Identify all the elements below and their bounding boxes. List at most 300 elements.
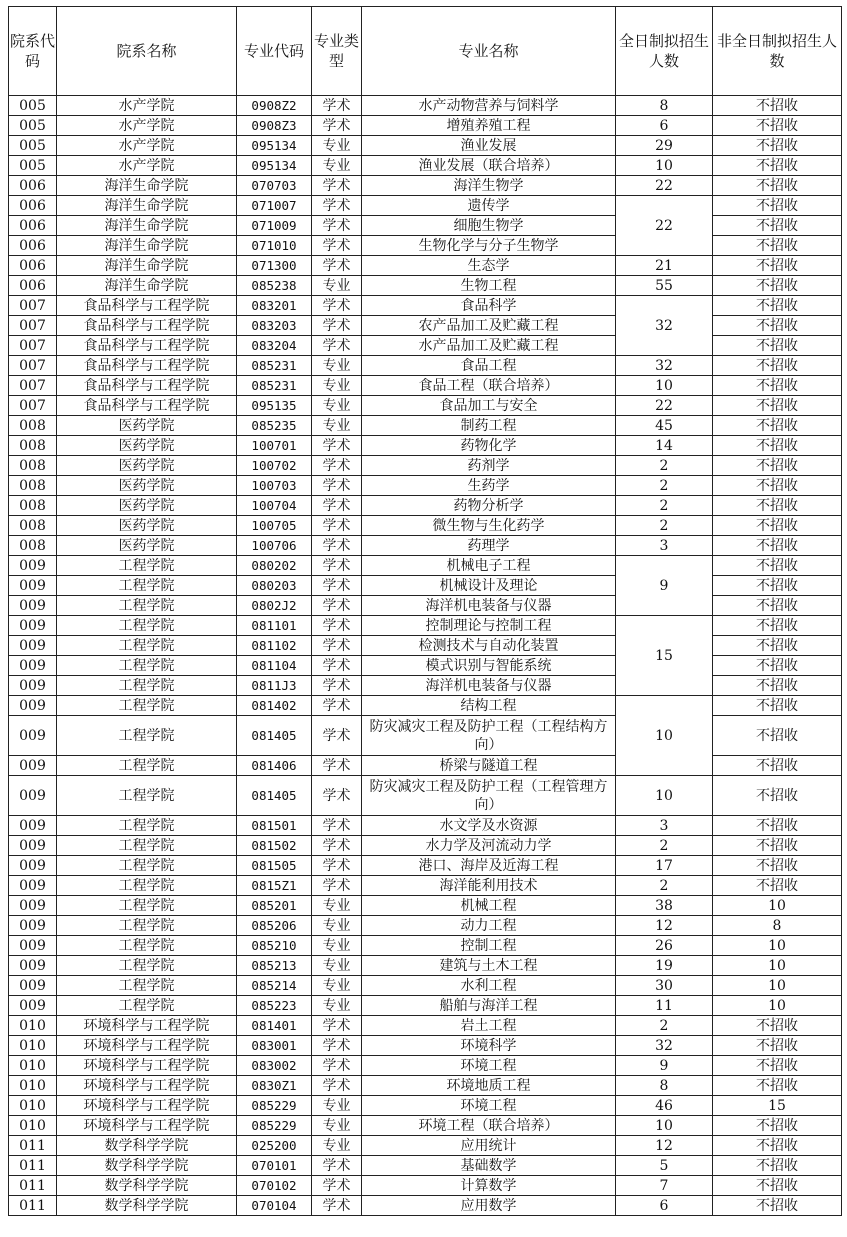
table-row xyxy=(9,756,842,776)
major-type-cell: 专业 xyxy=(312,136,362,156)
fulltime-quota-cell: 8 xyxy=(616,1076,713,1096)
table-row xyxy=(9,376,842,396)
table-row xyxy=(9,836,842,856)
major-name-cell: 港口、海岸及近海工程 xyxy=(362,856,616,876)
parttime-quota-cell: 不招收 xyxy=(713,536,842,556)
major-type-cell: 学术 xyxy=(312,636,362,656)
table-row xyxy=(9,96,842,116)
parttime-quota-cell: 不招收 xyxy=(713,116,842,136)
parttime-quota-cell: 不招收 xyxy=(713,1176,842,1196)
dept-name-cell: 海洋生命学院 xyxy=(57,176,237,196)
dept-name-cell: 水产学院 xyxy=(57,136,237,156)
major-code-cell: 100705 xyxy=(237,516,312,536)
dept-code-cell: 006 xyxy=(9,276,57,296)
parttime-quota-cell: 不招收 xyxy=(713,856,842,876)
dept-name-cell: 工程学院 xyxy=(57,816,237,836)
fulltime-quota-cell: 11 xyxy=(616,996,713,1016)
dept-name-cell: 数学科学学院 xyxy=(57,1176,237,1196)
table-row xyxy=(9,496,842,516)
parttime-quota-cell: 不招收 xyxy=(713,396,842,416)
major-code-cell: 0811J3 xyxy=(237,676,312,696)
dept-code-cell: 010 xyxy=(9,1116,57,1136)
dept-name-cell: 海洋生命学院 xyxy=(57,256,237,276)
major-type-cell: 学术 xyxy=(312,716,362,756)
dept-code-cell: 005 xyxy=(9,116,57,136)
dept-code-cell: 009 xyxy=(9,836,57,856)
dept-code-cell: 006 xyxy=(9,256,57,276)
table-row xyxy=(9,956,842,976)
dept-name-cell: 工程学院 xyxy=(57,856,237,876)
fulltime-quota-cell: 12 xyxy=(616,916,713,936)
table-row xyxy=(9,976,842,996)
dept-code-cell: 011 xyxy=(9,1156,57,1176)
parttime-quota-cell: 不招收 xyxy=(713,656,842,676)
dept-code-cell: 009 xyxy=(9,936,57,956)
dept-name-cell: 工程学院 xyxy=(57,956,237,976)
major-name-cell: 细胞生物学 xyxy=(362,216,616,236)
major-type-cell: 学术 xyxy=(312,176,362,196)
major-code-cell: 100704 xyxy=(237,496,312,516)
dept-name-cell: 工程学院 xyxy=(57,836,237,856)
major-name-cell: 船舶与海洋工程 xyxy=(362,996,616,1016)
major-code-cell: 083204 xyxy=(237,336,312,356)
parttime-quota-cell: 不招收 xyxy=(713,876,842,896)
major-name-cell: 水产动物营养与饲料学 xyxy=(362,96,616,116)
major-name-cell: 生物化学与分子生物学 xyxy=(362,236,616,256)
dept-name-cell: 食品科学与工程学院 xyxy=(57,356,237,376)
table-row xyxy=(9,556,842,576)
dept-code-cell: 009 xyxy=(9,616,57,636)
dept-code-cell: 006 xyxy=(9,176,57,196)
major-type-cell: 专业 xyxy=(312,976,362,996)
major-type-cell: 专业 xyxy=(312,376,362,396)
major-code-cell: 0908Z2 xyxy=(237,96,312,116)
major-code-cell: 095134 xyxy=(237,136,312,156)
dept-name-cell: 工程学院 xyxy=(57,596,237,616)
parttime-quota-cell: 不招收 xyxy=(713,1116,842,1136)
dept-name-cell: 工程学院 xyxy=(57,616,237,636)
table-row xyxy=(9,876,842,896)
table-row xyxy=(9,256,842,276)
major-type-cell: 专业 xyxy=(312,356,362,376)
table-row xyxy=(9,436,842,456)
fulltime-quota-cell: 32 xyxy=(616,356,713,376)
dept-code-cell: 010 xyxy=(9,1016,57,1036)
dept-name-cell: 工程学院 xyxy=(57,696,237,716)
table-row xyxy=(9,896,842,916)
table-row xyxy=(9,1076,842,1096)
major-name-cell: 食品加工与安全 xyxy=(362,396,616,416)
major-code-cell: 085214 xyxy=(237,976,312,996)
major-code-cell: 085238 xyxy=(237,276,312,296)
dept-code-cell: 007 xyxy=(9,316,57,336)
parttime-quota-cell: 不招收 xyxy=(713,1036,842,1056)
dept-code-cell: 009 xyxy=(9,956,57,976)
table-row xyxy=(9,116,842,136)
dept-code-cell: 009 xyxy=(9,876,57,896)
table-row xyxy=(9,416,842,436)
parttime-quota-cell: 不招收 xyxy=(713,716,842,756)
major-type-cell: 学术 xyxy=(312,296,362,316)
major-name-cell: 渔业发展（联合培养） xyxy=(362,156,616,176)
parttime-quota-cell: 不招收 xyxy=(713,696,842,716)
fulltime-quota-cell: 7 xyxy=(616,1176,713,1196)
major-name-cell: 防灾减灾工程及防护工程（工程管理方向） xyxy=(362,776,616,816)
dept-name-cell: 环境科学与工程学院 xyxy=(57,1076,237,1096)
dept-code-cell: 009 xyxy=(9,636,57,656)
parttime-quota-cell: 不招收 xyxy=(713,416,842,436)
major-code-cell: 095135 xyxy=(237,396,312,416)
major-type-cell: 学术 xyxy=(312,1056,362,1076)
fulltime-quota-cell: 2 xyxy=(616,476,713,496)
major-code-cell: 081401 xyxy=(237,1016,312,1036)
parttime-quota-cell: 不招收 xyxy=(713,196,842,216)
major-name-cell: 基础数学 xyxy=(362,1156,616,1176)
dept-name-cell: 环境科学与工程学院 xyxy=(57,1056,237,1076)
parttime-quota-cell: 不招收 xyxy=(713,496,842,516)
major-code-cell: 070703 xyxy=(237,176,312,196)
fulltime-quota-cell: 10 xyxy=(616,696,713,776)
dept-name-cell: 环境科学与工程学院 xyxy=(57,1096,237,1116)
parttime-quota-cell: 10 xyxy=(713,896,842,916)
dept-code-cell: 007 xyxy=(9,336,57,356)
parttime-quota-cell: 不招收 xyxy=(713,316,842,336)
fulltime-quota-cell: 26 xyxy=(616,936,713,956)
major-type-cell: 专业 xyxy=(312,1136,362,1156)
enrollment-table xyxy=(8,6,842,1216)
dept-code-cell: 007 xyxy=(9,376,57,396)
major-type-cell: 学术 xyxy=(312,756,362,776)
table-row xyxy=(9,696,842,716)
table-row xyxy=(9,236,842,256)
table-row xyxy=(9,296,842,316)
table-row xyxy=(9,276,842,296)
dept-name-cell: 工程学院 xyxy=(57,576,237,596)
parttime-quota-cell: 不招收 xyxy=(713,836,842,856)
dept-code-cell: 009 xyxy=(9,576,57,596)
dept-code-cell: 011 xyxy=(9,1176,57,1196)
fulltime-quota-cell: 2 xyxy=(616,876,713,896)
parttime-quota-cell: 不招收 xyxy=(713,1076,842,1096)
fulltime-quota-cell: 10 xyxy=(616,376,713,396)
major-name-cell: 海洋生物学 xyxy=(362,176,616,196)
header-fulltime-quota: 全日制拟招生人数 xyxy=(616,7,713,96)
dept-name-cell: 工程学院 xyxy=(57,756,237,776)
major-code-cell: 0802J2 xyxy=(237,596,312,616)
table-row xyxy=(9,596,842,616)
major-code-cell: 071300 xyxy=(237,256,312,276)
parttime-quota-cell: 8 xyxy=(713,916,842,936)
parttime-quota-cell: 不招收 xyxy=(713,476,842,496)
dept-code-cell: 009 xyxy=(9,896,57,916)
major-name-cell: 环境地质工程 xyxy=(362,1076,616,1096)
major-type-cell: 学术 xyxy=(312,676,362,696)
parttime-quota-cell: 不招收 xyxy=(713,1016,842,1036)
parttime-quota-cell: 不招收 xyxy=(713,776,842,816)
fulltime-quota-cell: 32 xyxy=(616,296,713,356)
major-name-cell: 海洋机电装备与仪器 xyxy=(362,596,616,616)
dept-code-cell: 007 xyxy=(9,356,57,376)
table-row xyxy=(9,616,842,636)
major-code-cell: 081505 xyxy=(237,856,312,876)
major-name-cell: 环境工程（联合培养） xyxy=(362,1116,616,1136)
major-code-cell: 083203 xyxy=(237,316,312,336)
fulltime-quota-cell: 22 xyxy=(616,396,713,416)
table-row xyxy=(9,916,842,936)
dept-name-cell: 环境科学与工程学院 xyxy=(57,1036,237,1056)
major-code-cell: 100702 xyxy=(237,456,312,476)
major-type-cell: 学术 xyxy=(312,1076,362,1096)
table-row xyxy=(9,856,842,876)
major-type-cell: 学术 xyxy=(312,316,362,336)
major-name-cell: 药剂学 xyxy=(362,456,616,476)
dept-code-cell: 006 xyxy=(9,196,57,216)
major-name-cell: 控制理论与控制工程 xyxy=(362,616,616,636)
dept-code-cell: 006 xyxy=(9,216,57,236)
major-code-cell: 085210 xyxy=(237,936,312,956)
major-code-cell: 085235 xyxy=(237,416,312,436)
fulltime-quota-cell: 46 xyxy=(616,1096,713,1116)
table-row xyxy=(9,136,842,156)
dept-code-cell: 011 xyxy=(9,1196,57,1216)
major-type-cell: 学术 xyxy=(312,476,362,496)
dept-name-cell: 工程学院 xyxy=(57,636,237,656)
major-name-cell: 环境工程 xyxy=(362,1056,616,1076)
major-name-cell: 食品科学 xyxy=(362,296,616,316)
parttime-quota-cell: 10 xyxy=(713,956,842,976)
dept-code-cell: 007 xyxy=(9,296,57,316)
major-code-cell: 071007 xyxy=(237,196,312,216)
major-name-cell: 环境科学 xyxy=(362,1036,616,1056)
major-type-cell: 学术 xyxy=(312,616,362,636)
parttime-quota-cell: 不招收 xyxy=(713,576,842,596)
major-type-cell: 学术 xyxy=(312,116,362,136)
dept-name-cell: 医药学院 xyxy=(57,476,237,496)
major-name-cell: 生态学 xyxy=(362,256,616,276)
dept-code-cell: 008 xyxy=(9,516,57,536)
dept-name-cell: 海洋生命学院 xyxy=(57,196,237,216)
major-name-cell: 农产品加工及贮藏工程 xyxy=(362,316,616,336)
major-name-cell: 渔业发展 xyxy=(362,136,616,156)
dept-name-cell: 水产学院 xyxy=(57,96,237,116)
dept-name-cell: 食品科学与工程学院 xyxy=(57,296,237,316)
parttime-quota-cell: 不招收 xyxy=(713,136,842,156)
fulltime-quota-cell: 2 xyxy=(616,836,713,856)
major-name-cell: 桥梁与隧道工程 xyxy=(362,756,616,776)
dept-name-cell: 医药学院 xyxy=(57,516,237,536)
table-row xyxy=(9,1036,842,1056)
major-code-cell: 085229 xyxy=(237,1096,312,1116)
major-type-cell: 学术 xyxy=(312,1176,362,1196)
fulltime-quota-cell: 22 xyxy=(616,176,713,196)
dept-name-cell: 工程学院 xyxy=(57,976,237,996)
fulltime-quota-cell: 14 xyxy=(616,436,713,456)
dept-name-cell: 工程学院 xyxy=(57,936,237,956)
major-type-cell: 学术 xyxy=(312,856,362,876)
major-type-cell: 学术 xyxy=(312,196,362,216)
major-code-cell: 070101 xyxy=(237,1156,312,1176)
major-code-cell: 083201 xyxy=(237,296,312,316)
dept-code-cell: 005 xyxy=(9,136,57,156)
parttime-quota-cell: 不招收 xyxy=(713,156,842,176)
major-type-cell: 专业 xyxy=(312,276,362,296)
fulltime-quota-cell: 55 xyxy=(616,276,713,296)
major-code-cell: 095134 xyxy=(237,156,312,176)
major-code-cell: 081405 xyxy=(237,716,312,756)
major-code-cell: 081102 xyxy=(237,636,312,656)
major-type-cell: 专业 xyxy=(312,416,362,436)
parttime-quota-cell: 不招收 xyxy=(713,756,842,776)
dept-name-cell: 医药学院 xyxy=(57,456,237,476)
parttime-quota-cell: 不招收 xyxy=(713,376,842,396)
dept-code-cell: 007 xyxy=(9,396,57,416)
major-name-cell: 计算数学 xyxy=(362,1176,616,1196)
major-name-cell: 水利工程 xyxy=(362,976,616,996)
major-type-cell: 学术 xyxy=(312,336,362,356)
parttime-quota-cell: 不招收 xyxy=(713,596,842,616)
table-row xyxy=(9,196,842,216)
fulltime-quota-cell: 29 xyxy=(616,136,713,156)
parttime-quota-cell: 不招收 xyxy=(713,276,842,296)
table-row xyxy=(9,1116,842,1136)
parttime-quota-cell: 不招收 xyxy=(713,96,842,116)
fulltime-quota-cell: 21 xyxy=(616,256,713,276)
major-name-cell: 防灾减灾工程及防护工程（工程结构方向） xyxy=(362,716,616,756)
major-code-cell: 0815Z1 xyxy=(237,876,312,896)
parttime-quota-cell: 不招收 xyxy=(713,236,842,256)
parttime-quota-cell: 不招收 xyxy=(713,356,842,376)
major-name-cell: 食品工程 xyxy=(362,356,616,376)
major-code-cell: 071009 xyxy=(237,216,312,236)
dept-name-cell: 工程学院 xyxy=(57,656,237,676)
header-parttime-quota: 非全日制拟招生人数 xyxy=(713,7,842,96)
dept-name-cell: 医药学院 xyxy=(57,536,237,556)
major-name-cell: 海洋机电装备与仪器 xyxy=(362,676,616,696)
table-row xyxy=(9,776,842,816)
major-code-cell: 081101 xyxy=(237,616,312,636)
table-row xyxy=(9,476,842,496)
table-row xyxy=(9,716,842,756)
table-row xyxy=(9,1156,842,1176)
major-type-cell: 学术 xyxy=(312,236,362,256)
fulltime-quota-cell: 2 xyxy=(616,516,713,536)
dept-name-cell: 工程学院 xyxy=(57,556,237,576)
parttime-quota-cell: 不招收 xyxy=(713,216,842,236)
major-code-cell: 080202 xyxy=(237,556,312,576)
fulltime-quota-cell: 10 xyxy=(616,156,713,176)
header-major-type: 专业类型 xyxy=(312,7,362,96)
dept-code-cell: 009 xyxy=(9,596,57,616)
dept-name-cell: 食品科学与工程学院 xyxy=(57,316,237,336)
dept-code-cell: 010 xyxy=(9,1096,57,1116)
dept-name-cell: 环境科学与工程学院 xyxy=(57,1116,237,1136)
dept-name-cell: 工程学院 xyxy=(57,716,237,756)
major-name-cell: 水力学及河流动力学 xyxy=(362,836,616,856)
table-row xyxy=(9,156,842,176)
table-row xyxy=(9,1056,842,1076)
fulltime-quota-cell: 9 xyxy=(616,556,713,616)
major-code-cell: 070102 xyxy=(237,1176,312,1196)
dept-name-cell: 水产学院 xyxy=(57,156,237,176)
parttime-quota-cell: 不招收 xyxy=(713,816,842,836)
parttime-quota-cell: 不招收 xyxy=(713,296,842,316)
major-type-cell: 学术 xyxy=(312,816,362,836)
dept-code-cell: 009 xyxy=(9,816,57,836)
parttime-quota-cell: 不招收 xyxy=(713,336,842,356)
fulltime-quota-cell: 5 xyxy=(616,1156,713,1176)
major-code-cell: 085231 xyxy=(237,356,312,376)
table-row xyxy=(9,1136,842,1156)
dept-name-cell: 数学科学学院 xyxy=(57,1156,237,1176)
dept-code-cell: 010 xyxy=(9,1036,57,1056)
dept-code-cell: 009 xyxy=(9,676,57,696)
dept-name-cell: 工程学院 xyxy=(57,876,237,896)
table-row xyxy=(9,356,842,376)
dept-name-cell: 工程学院 xyxy=(57,916,237,936)
major-name-cell: 药理学 xyxy=(362,536,616,556)
fulltime-quota-cell: 15 xyxy=(616,616,713,696)
parttime-quota-cell: 不招收 xyxy=(713,176,842,196)
fulltime-quota-cell: 9 xyxy=(616,1056,713,1076)
dept-code-cell: 005 xyxy=(9,156,57,176)
dept-name-cell: 水产学院 xyxy=(57,116,237,136)
major-name-cell: 微生物与生化药学 xyxy=(362,516,616,536)
major-type-cell: 学术 xyxy=(312,596,362,616)
table-row xyxy=(9,816,842,836)
major-name-cell: 环境工程 xyxy=(362,1096,616,1116)
parttime-quota-cell: 不招收 xyxy=(713,1136,842,1156)
dept-code-cell: 008 xyxy=(9,436,57,456)
table-row xyxy=(9,316,842,336)
parttime-quota-cell: 15 xyxy=(713,1096,842,1116)
major-name-cell: 岩土工程 xyxy=(362,1016,616,1036)
major-type-cell: 学术 xyxy=(312,656,362,676)
table-row xyxy=(9,516,842,536)
dept-name-cell: 数学科学学院 xyxy=(57,1136,237,1156)
major-code-cell: 081402 xyxy=(237,696,312,716)
major-type-cell: 专业 xyxy=(312,1096,362,1116)
major-name-cell: 机械设计及理论 xyxy=(362,576,616,596)
fulltime-quota-cell: 19 xyxy=(616,956,713,976)
dept-code-cell: 009 xyxy=(9,856,57,876)
major-type-cell: 学术 xyxy=(312,696,362,716)
fulltime-quota-cell: 12 xyxy=(616,1136,713,1156)
dept-name-cell: 海洋生命学院 xyxy=(57,276,237,296)
major-code-cell: 083002 xyxy=(237,1056,312,1076)
major-name-cell: 生物工程 xyxy=(362,276,616,296)
dept-code-cell: 009 xyxy=(9,696,57,716)
dept-code-cell: 008 xyxy=(9,536,57,556)
dept-code-cell: 006 xyxy=(9,236,57,256)
major-name-cell: 遗传学 xyxy=(362,196,616,216)
major-code-cell: 081104 xyxy=(237,656,312,676)
major-code-cell: 085223 xyxy=(237,996,312,1016)
table-row xyxy=(9,576,842,596)
major-type-cell: 学术 xyxy=(312,556,362,576)
dept-code-cell: 009 xyxy=(9,656,57,676)
dept-code-cell: 005 xyxy=(9,96,57,116)
major-name-cell: 模式识别与智能系统 xyxy=(362,656,616,676)
major-name-cell: 结构工程 xyxy=(362,696,616,716)
table-header xyxy=(9,7,842,96)
major-name-cell: 药物化学 xyxy=(362,436,616,456)
parttime-quota-cell: 10 xyxy=(713,936,842,956)
parttime-quota-cell: 不招收 xyxy=(713,1056,842,1076)
table-row xyxy=(9,1096,842,1116)
table-row xyxy=(9,1176,842,1196)
major-type-cell: 学术 xyxy=(312,1156,362,1176)
dept-name-cell: 食品科学与工程学院 xyxy=(57,396,237,416)
